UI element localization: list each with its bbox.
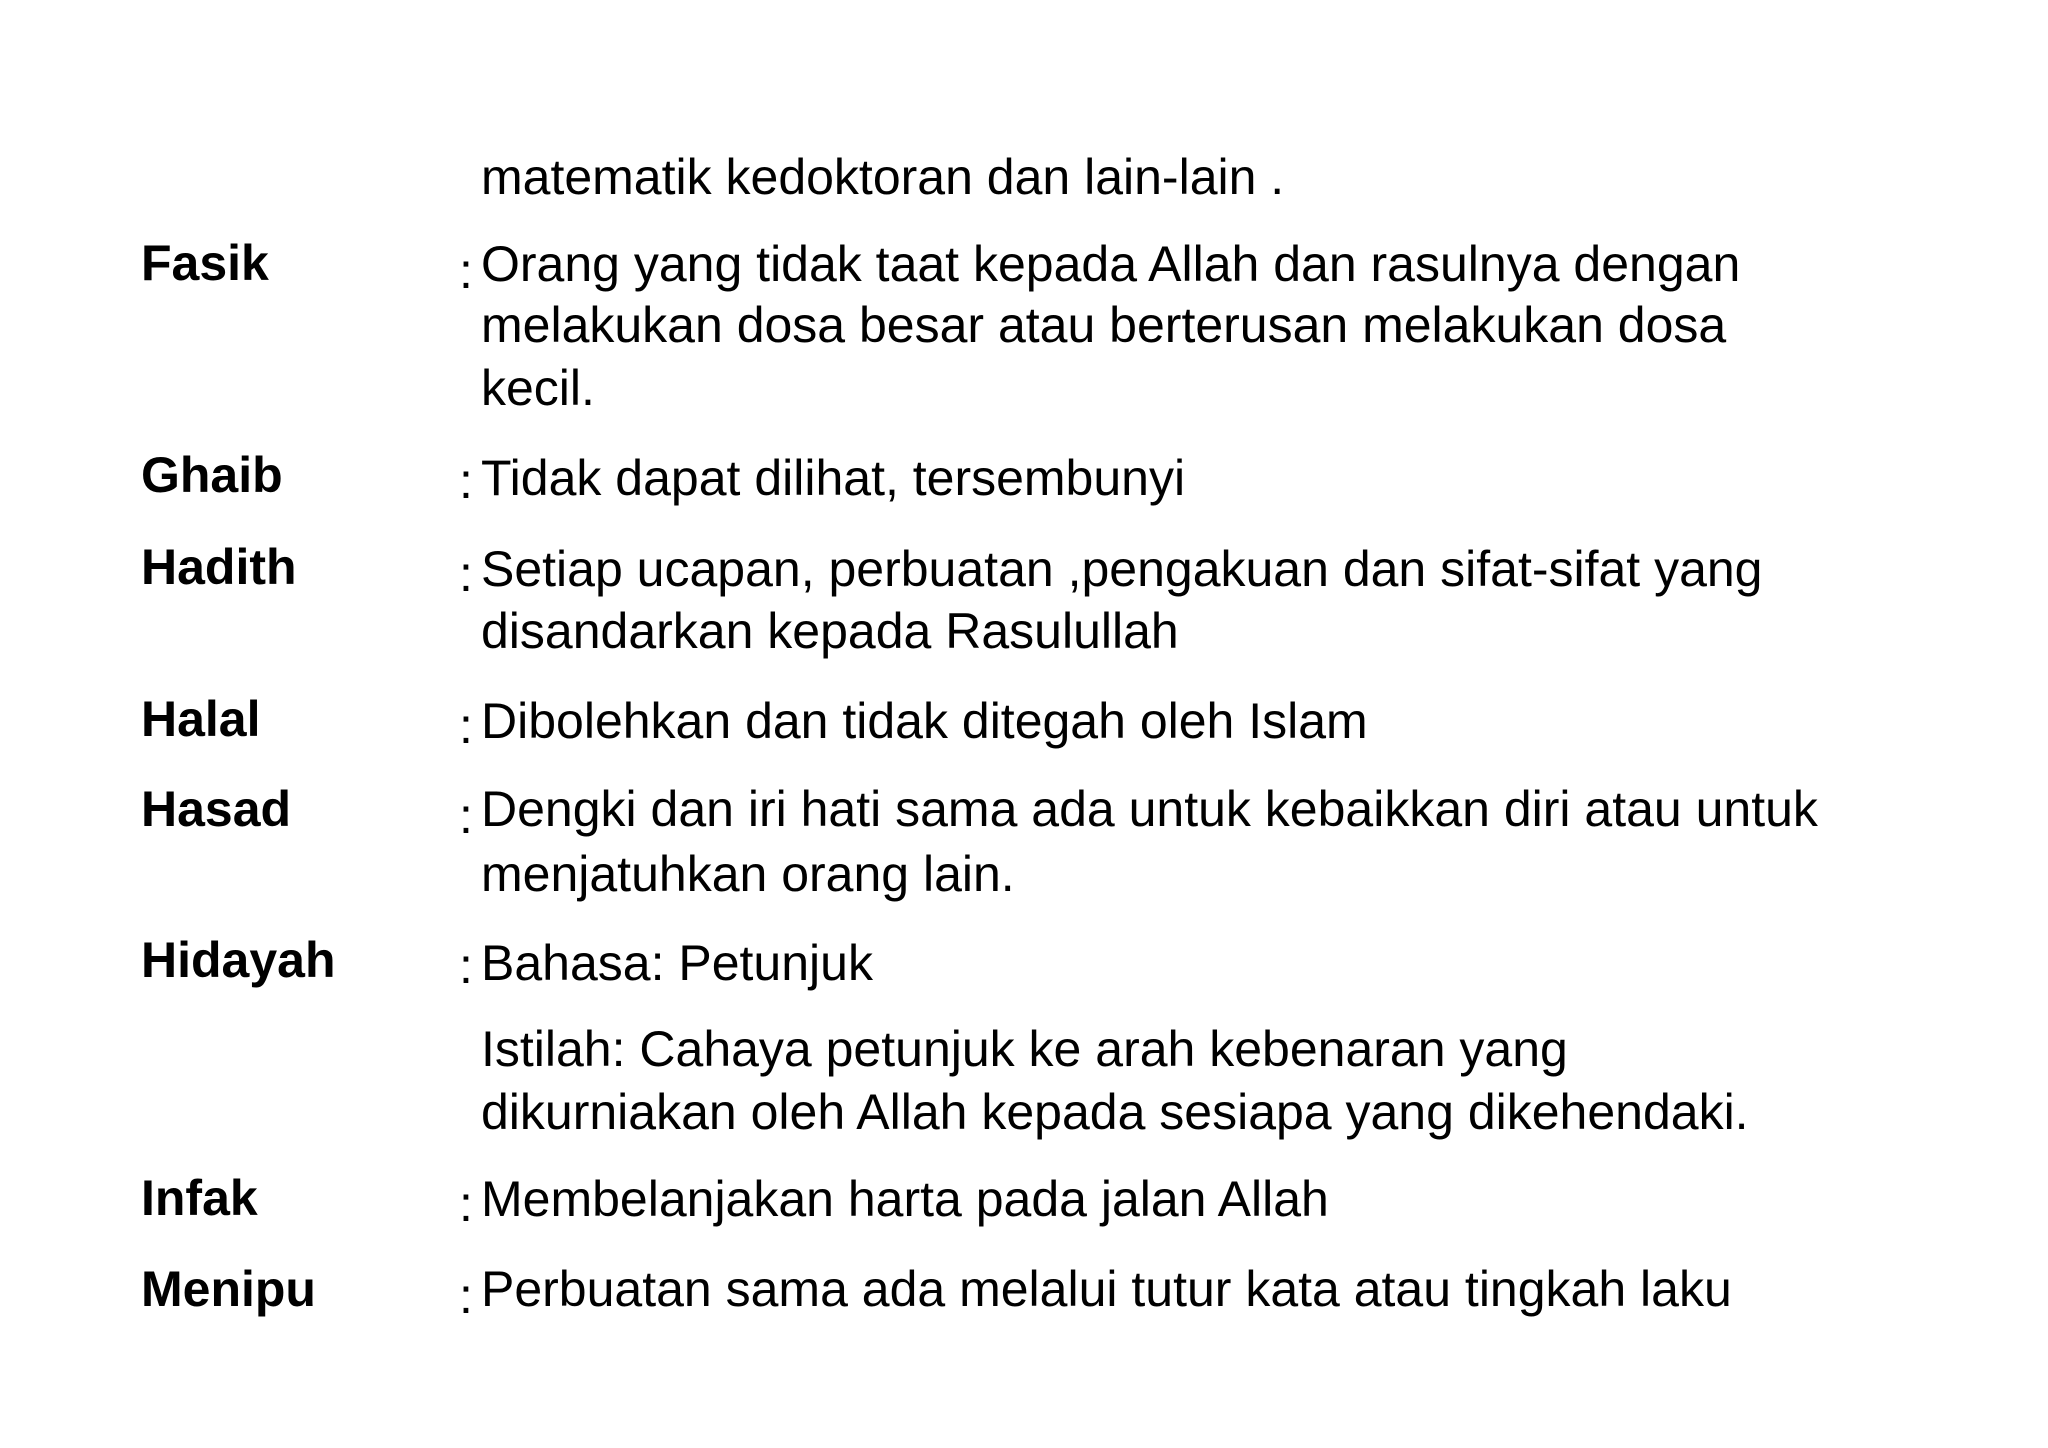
definition-fasik-line-1: Orang yang tidak taat kepada Allah dan rasulnya dengan xyxy=(481,236,1741,292)
term-fasik: Fasik xyxy=(141,235,269,291)
term-separator: : xyxy=(459,1268,473,1324)
definition-hasad-line-1: Dengki dan iri hati sama ada untuk kebaikkan diri atau untuk xyxy=(481,781,1818,837)
definition-hidayah-line-2: Istilah: Cahaya petunjuk ke arah kebenaran yang xyxy=(481,1021,1568,1077)
definition-fasik-line-3: kecil. xyxy=(481,360,595,416)
definition-hadith-line-1: Setiap ucapan, perbuatan ,pengakuan dan sifat-sifat yang xyxy=(481,541,1763,597)
definition-hidayah-line-1: Bahasa: Petunjuk xyxy=(481,935,873,991)
term-hadith: Hadith xyxy=(141,539,297,595)
term-hidayah: Hidayah xyxy=(141,932,336,988)
term-separator: : xyxy=(459,1176,473,1232)
term-menipu: Menipu xyxy=(141,1261,316,1317)
term-halal: Halal xyxy=(141,691,261,747)
term-separator: : xyxy=(459,698,473,754)
term-separator: : xyxy=(459,938,473,994)
definition-infak-line-1: Membelanjakan harta pada jalan Allah xyxy=(481,1171,1329,1227)
term-separator: : xyxy=(459,453,473,509)
term-separator: : xyxy=(459,546,473,602)
term-ghaib: Ghaib xyxy=(141,447,283,503)
definition-hasad-line-2: menjatuhkan orang lain. xyxy=(481,846,1015,902)
definition-hadith-line-2: disandarkan kepada Rasulullah xyxy=(481,603,1179,659)
term-hasad: Hasad xyxy=(141,781,292,837)
definition-hidayah-line-3: dikurniakan oleh Allah kepada sesiapa yang dikehendaki. xyxy=(481,1084,1749,1140)
term-infak: Infak xyxy=(141,1170,258,1226)
definition-fasik-line-2: melakukan dosa besar atau berterusan melakukan dosa xyxy=(481,297,1727,353)
term-separator: : xyxy=(459,788,473,844)
term-separator: : xyxy=(459,243,473,299)
continuation-text: matematik kedoktoran dan lain-lain . xyxy=(481,149,1285,205)
definition-halal-line-1: Dibolehkan dan tidak ditegah oleh Islam xyxy=(481,693,1368,749)
definition-menipu-line-1: Perbuatan sama ada melalui tutur kata atau tingkah laku xyxy=(481,1261,1732,1317)
definition-ghaib-line-1: Tidak dapat dilihat, tersembunyi xyxy=(481,450,1186,506)
